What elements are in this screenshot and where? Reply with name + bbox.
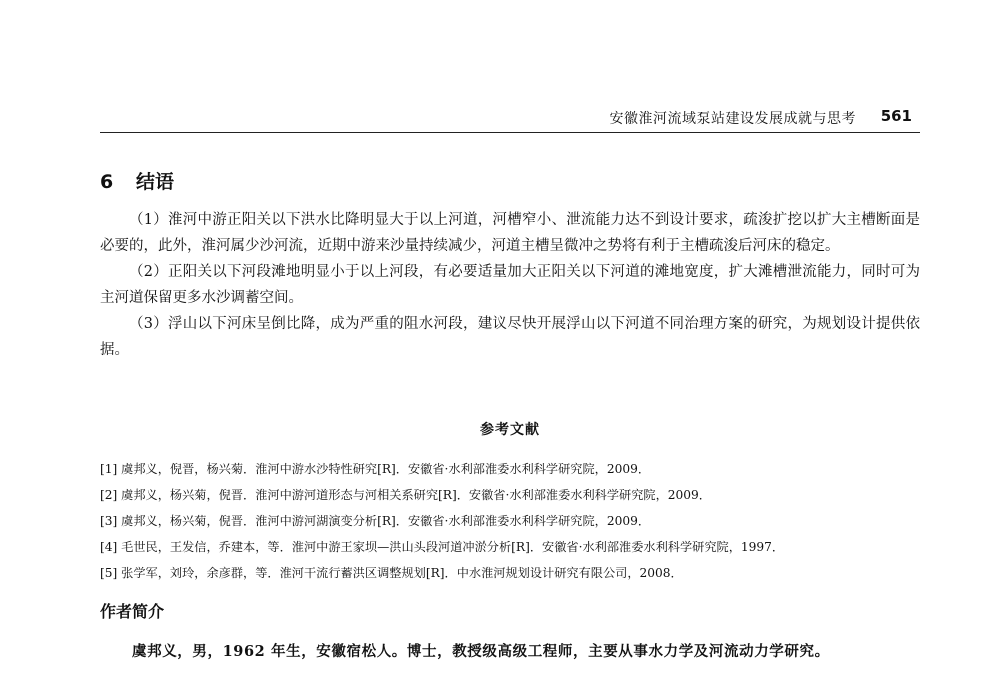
section-number: 6 xyxy=(100,171,114,193)
section-heading xyxy=(100,167,174,194)
paragraph-2: （2）正阳关以下河段滩地明显小于以上河段，有必要适量加大正阳关以下河道的滩地宽度，扩大滩槽泄流能力，同时可为主河道保留更多水沙调蓄空间。 xyxy=(100,264,920,306)
author-heading: 作者简介 xyxy=(100,602,165,621)
reference-list xyxy=(100,456,940,586)
reference-item-2: [2] 虞邦义，杨兴菊，倪晋．淮河中游河道形态与河相关系研究[R]．安徽省·水利部淮委水利科学研究院，2009． xyxy=(100,488,711,502)
conclusion-body xyxy=(100,207,920,363)
section-title: 结语 xyxy=(136,171,175,193)
paragraph-3: （3）浮山以下河床呈倒比降，成为严重的阻水河段，建议尽快开展浮山以下河道不同治理方案的研究，为规划设计提供依据。 xyxy=(100,316,920,358)
reference-item-4: [4] 毛世民，王发信，乔建本，等．淮河中游王家坝—洪山头段河道冲淤分析[R]．安徽省·水利部淮委水利科学研究院，1997． xyxy=(100,540,785,554)
author-bio: 虞邦义，男，1962 年生，安徽宿松人。博士，教授级高级工程师，主要从事水力学及河流动力学研究。 xyxy=(132,643,830,660)
header-title: 安徽淮河流域泵站建设发展成就与思考 xyxy=(609,111,856,127)
reference-item-1: [1] 虞邦义，倪晋，杨兴菊．淮河中游水沙特性研究[R]．安徽省·水利部淮委水利科学研究院，2009． xyxy=(100,462,651,476)
page-number: 561 xyxy=(880,107,912,125)
references-heading: 参考文献 xyxy=(480,422,540,438)
reference-item-5: [5] 张学军，刘玲，余彦群，等．淮河干流行蓄洪区调整规划[R]．中水淮河规划设计研究有限公司，2008． xyxy=(100,566,683,580)
reference-item-3: [3] 虞邦义，杨兴菊，倪晋．淮河中游河湖演变分析[R]．安徽省·水利部淮委水利科学研究院，2009． xyxy=(100,514,651,528)
running-header xyxy=(100,108,920,133)
paragraph-1: （1）淮河中游正阳关以下洪水比降明显大于以上河道，河槽窄小、泄流能力达不到设计要求，疏浚扩挖以扩大主槽断面是必要的，此外，淮河属少沙河流，近期中游来沙量持续减少，河道主槽呈微冲之势将有利于主槽疏浚后河床的稳定。 xyxy=(100,212,920,254)
